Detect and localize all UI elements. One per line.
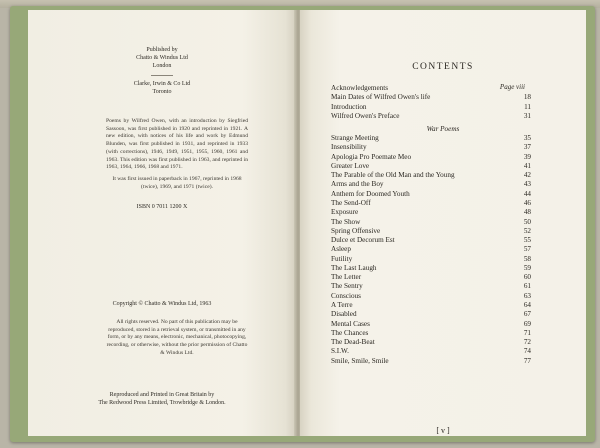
contents-entry	[331, 103, 531, 112]
contents-entry	[331, 347, 531, 356]
contents-entry	[331, 320, 531, 329]
page-heading: Page viii	[499, 83, 525, 91]
entry-title: Conscious	[331, 291, 361, 300]
entry-title: Asleep	[331, 245, 351, 254]
entry-page: 48	[523, 208, 531, 217]
contents-entry	[331, 310, 531, 319]
entry-page: 69	[523, 319, 531, 328]
entry-title: The Letter	[331, 273, 362, 282]
entry-page: 67	[523, 310, 531, 319]
rights-notice: All rights reserved. No part of this publication may be reproduced, stored in a retrieval system, or transmitted in any form, or by any means, electronic, mechanical, photocopying, recording, or otherwise, without the prior permission of Chatto & Windus Ltd.	[106, 319, 248, 356]
contents-entry	[331, 134, 531, 143]
contents-entry	[331, 180, 531, 189]
contents-entry	[331, 338, 531, 347]
entry-title: Futility	[331, 254, 353, 263]
contents-entry	[331, 153, 531, 162]
entry-title: Arms and the Boy	[331, 180, 384, 189]
publication-history: Poems by Wilfred Owen, with an introduction by Siegfried Sassoon, was first published in 1920 and reprinted in 1921. A new edition, with notices of his life and work by Edmund Blunden, was first published in 1931, and reprinted in 1933 (with corrections), 1946, 1949, 1951, 1955, 1960, 1961 and 1963. This edition was first published in 1963, and reprinted in 1963, 1964, 1966, 1968 and 1971.	[106, 118, 248, 171]
contents-entry	[331, 112, 531, 121]
entry-title: Anthem for Doomed Youth	[331, 189, 410, 198]
entry-title: S.I.W.	[331, 347, 349, 356]
contents-entry	[331, 282, 531, 291]
entry-title: Apologia Pro Poemate Meo	[331, 152, 412, 161]
entry-page: 59	[523, 263, 531, 272]
paperback-note: It was first issued in paperback in 1967, reprinted in 1968 (twice), 1969, and 1971 (twice).	[112, 176, 242, 190]
contents-entry	[331, 199, 531, 208]
entry-title: Main Dates of Wilfred Owen's life	[331, 93, 431, 102]
publisher-line-1: Published by	[146, 47, 178, 53]
contents-entry	[331, 301, 531, 310]
page-number: [ v ]	[436, 426, 450, 435]
entry-page: 44	[523, 189, 531, 198]
entry-title: Insensibility	[331, 143, 367, 152]
entry-page: 72	[523, 338, 531, 347]
entry-title: Spring Offensive	[331, 226, 381, 235]
entry-title: Strange Meeting	[331, 134, 379, 142]
entry-page: 35	[523, 134, 531, 142]
contents-entry	[331, 84, 531, 93]
contents-entry	[331, 171, 531, 180]
contents-entry	[331, 245, 531, 254]
entry-page: 39	[523, 152, 531, 161]
left-page	[28, 10, 296, 436]
entry-page: 31	[523, 111, 531, 120]
entry-page: 50	[523, 217, 531, 226]
contents-entry	[331, 162, 531, 171]
entry-title: The Last Laugh	[331, 263, 377, 272]
entry-title: The Show	[331, 217, 361, 226]
copyright-notice: Copyright © Chatto & Windus Ltd, 1963	[112, 301, 212, 307]
entry-page: 64	[523, 301, 531, 310]
contents-entry	[331, 357, 531, 366]
entry-title: Wilfred Owen's Preface	[331, 111, 400, 120]
contents-entry	[331, 264, 531, 273]
entry-title: Introduction	[331, 102, 367, 111]
entry-title: The Dead-Beat	[331, 338, 375, 347]
section-title: War Poems	[426, 125, 460, 133]
publisher-line-2: Chatto & Windus Ltd	[136, 55, 188, 61]
copublisher-line-2: Toronto	[152, 89, 172, 95]
entry-page: 42	[523, 171, 531, 180]
printer-line-1: Reproduced and Printed in Great Britain by	[109, 392, 215, 398]
copublisher-line-1: Clarke, Irwin & Co Ltd	[133, 81, 191, 87]
contents-entry	[331, 143, 531, 152]
entry-page: 37	[523, 143, 531, 152]
entry-page: 61	[523, 282, 531, 291]
contents-entry	[331, 236, 531, 245]
entry-title: Dulce et Decorum Est	[331, 236, 395, 245]
printer-line-2: The Redwood Press Limited, Trowbridge & London.	[98, 400, 226, 406]
divider	[151, 75, 173, 76]
entry-page: 58	[523, 254, 531, 263]
contents-entry	[331, 255, 531, 264]
entry-page: 71	[523, 328, 531, 337]
entry-title: A Terre	[331, 301, 353, 310]
entry-title: The Sentry	[331, 282, 363, 291]
entry-title: Acknowledgements	[331, 84, 389, 92]
entry-page: 52	[523, 226, 531, 235]
contents-entry	[331, 190, 531, 199]
contents-entry	[331, 218, 531, 227]
entry-title: Disabled	[331, 310, 357, 319]
entry-page: 74	[523, 347, 531, 356]
entry-page: 77	[523, 356, 531, 365]
contents-title: CONTENTS	[412, 62, 474, 72]
entry-title: Exposure	[331, 208, 359, 217]
entry-page: 60	[523, 273, 531, 282]
contents-entry	[331, 329, 531, 338]
entry-title: The Send-Off	[331, 198, 371, 207]
publisher-line-3: London	[152, 63, 172, 69]
isbn: ISBN 0 7011 1200 X	[136, 204, 188, 210]
contents-entry	[331, 93, 531, 102]
entry-title: Greater Love	[331, 161, 370, 170]
entry-page: 18	[523, 93, 531, 102]
entry-title: Smile, Smile, Smile	[331, 356, 389, 365]
entry-page: 55	[523, 236, 531, 245]
entry-page: 63	[523, 291, 531, 300]
contents-entry	[331, 208, 531, 217]
contents-entry	[331, 273, 531, 282]
entry-page: 41	[523, 161, 531, 170]
entry-title: The Parable of the Old Man and the Young	[331, 171, 455, 180]
entry-page: 43	[523, 180, 531, 189]
entry-title: The Chances	[331, 328, 369, 337]
entry-page: 46	[523, 198, 531, 207]
contents-entry	[331, 227, 531, 236]
contents-entry	[331, 292, 531, 301]
entry-page: 57	[523, 245, 531, 254]
entry-title: Mental Cases	[331, 319, 370, 328]
entry-page: 11	[524, 102, 531, 111]
